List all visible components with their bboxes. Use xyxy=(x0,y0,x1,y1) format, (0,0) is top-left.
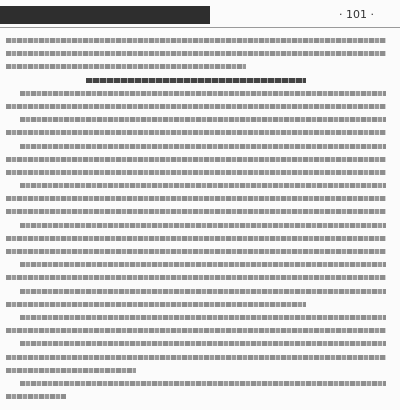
text-line-ink xyxy=(6,236,386,241)
text-line xyxy=(6,205,394,218)
text-line-ink xyxy=(86,78,306,83)
text-line-ink xyxy=(6,275,386,280)
text-line-ink xyxy=(20,262,386,267)
text-line xyxy=(6,60,394,73)
text-line xyxy=(6,298,394,311)
text-line-ink xyxy=(20,144,386,149)
text-line-ink xyxy=(6,104,386,109)
text-line xyxy=(6,166,394,179)
text-line xyxy=(6,258,394,271)
text-line-ink xyxy=(6,64,246,69)
text-line-ink xyxy=(6,394,66,399)
text-line xyxy=(6,271,394,284)
text-line xyxy=(6,351,394,364)
text-line-ink xyxy=(6,328,386,333)
text-line xyxy=(6,337,394,350)
text-line-ink xyxy=(20,289,386,294)
text-line-ink xyxy=(20,381,386,386)
text-line xyxy=(6,390,394,403)
text-line xyxy=(6,245,394,258)
text-line xyxy=(6,179,394,192)
text-line-ink xyxy=(6,157,386,162)
text-line-ink xyxy=(20,341,386,346)
text-line xyxy=(6,74,394,87)
text-line xyxy=(6,377,394,390)
body-text-area xyxy=(6,34,394,406)
text-line xyxy=(6,192,394,205)
text-line xyxy=(6,219,394,232)
text-line xyxy=(6,324,394,337)
chapter-title-bar xyxy=(0,6,210,24)
text-line-ink xyxy=(6,130,386,135)
text-line-ink xyxy=(20,223,386,228)
running-header xyxy=(0,0,400,30)
text-line xyxy=(6,113,394,126)
text-line-ink xyxy=(20,315,386,320)
page-number: · 101 · xyxy=(339,8,374,21)
text-line xyxy=(6,126,394,139)
text-line-ink xyxy=(20,91,386,96)
text-line xyxy=(6,100,394,113)
text-line xyxy=(6,140,394,153)
text-line xyxy=(6,47,394,60)
text-line xyxy=(6,403,394,406)
text-line-ink xyxy=(6,355,386,360)
text-line-ink xyxy=(20,117,386,122)
text-line-ink xyxy=(6,38,386,43)
text-line xyxy=(6,34,394,47)
text-line-ink xyxy=(20,183,386,188)
text-line-ink xyxy=(6,368,136,373)
text-line-ink xyxy=(6,170,386,175)
text-line xyxy=(6,153,394,166)
text-line xyxy=(6,232,394,245)
text-line-ink xyxy=(6,51,386,56)
text-line xyxy=(6,87,394,100)
text-line-ink xyxy=(6,209,386,214)
text-line-ink xyxy=(6,249,386,254)
text-line xyxy=(6,311,394,324)
header-divider xyxy=(0,27,400,28)
text-line xyxy=(6,364,394,377)
text-line xyxy=(6,285,394,298)
text-line-ink xyxy=(6,196,386,201)
text-line-ink xyxy=(6,302,306,307)
